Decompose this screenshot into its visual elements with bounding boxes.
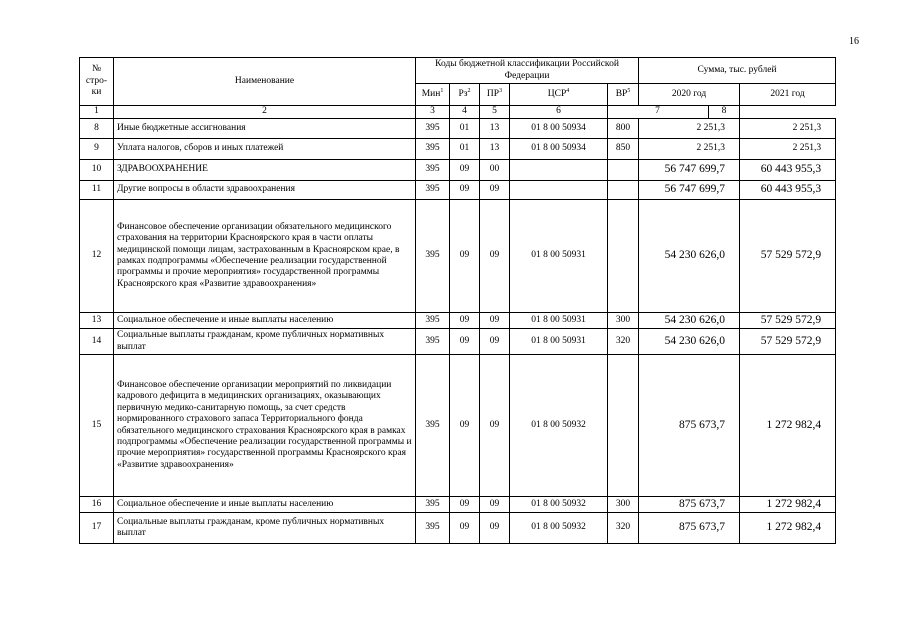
row-number-cell: 10 <box>80 160 114 181</box>
row-name-cell: Социальное обеспечение и иные выплаты населению <box>114 313 416 329</box>
sum-2020-cell: 2 251,3 <box>639 119 740 139</box>
row-number-cell: 9 <box>80 139 114 160</box>
rz-cell: 09 <box>450 181 480 200</box>
rz-cell: 09 <box>450 160 480 181</box>
csr-cell: 01 8 00 50934 <box>510 119 608 139</box>
rz-cell: 09 <box>450 313 480 329</box>
table-row <box>80 139 836 160</box>
min-cell: 395 <box>416 513 450 544</box>
table-row <box>80 313 836 329</box>
vr-cell: 300 <box>608 497 639 513</box>
pr-cell: 09 <box>480 355 510 497</box>
row-number-cell: 16 <box>80 497 114 513</box>
pr-cell: 13 <box>480 139 510 160</box>
min-cell: 395 <box>416 181 450 200</box>
sum-2021-cell: 1 272 982,4 <box>740 497 836 513</box>
csr-cell <box>510 160 608 181</box>
budget-table <box>79 57 836 544</box>
header-2020: 2020 год <box>639 84 740 106</box>
row-name-cell: Социальные выплаты гражданам, кроме публичных нормативных выплат <box>114 513 416 544</box>
rz-cell: 09 <box>450 513 480 544</box>
sum-2021-cell: 2 251,3 <box>740 139 836 160</box>
table-row <box>80 497 836 513</box>
sum-2021-cell: 2 251,3 <box>740 119 836 139</box>
column-number: 4 <box>450 106 480 119</box>
rz-cell: 01 <box>450 139 480 160</box>
column-number: 5 <box>480 106 510 119</box>
header-rz: $Рз^2$ <box>450 84 480 106</box>
sum-2021-cell: 57 529 572,9 <box>740 200 836 313</box>
row-name-cell: Социальные выплаты гражданам, кроме публичных нормативных выплат <box>114 329 416 355</box>
sum-2020-cell: 875 673,7 <box>639 513 740 544</box>
table-row <box>80 513 836 544</box>
column-number-group <box>608 106 740 119</box>
row-number-cell: 13 <box>80 313 114 329</box>
csr-cell <box>510 181 608 200</box>
csr-cell: 01 8 00 50931 <box>510 313 608 329</box>
csr-cell: 01 8 00 50931 <box>510 329 608 355</box>
pr-cell: 13 <box>480 119 510 139</box>
csr-cell: 01 8 00 50934 <box>510 139 608 160</box>
vr-cell <box>608 200 639 313</box>
header-pr: $ПР^3$ <box>480 84 510 106</box>
min-cell: 395 <box>416 497 450 513</box>
row-number-cell: 15 <box>80 355 114 497</box>
page-number: 16 <box>849 36 859 47</box>
sum-2021-cell: 1 272 982,4 <box>740 513 836 544</box>
sum-2020-cell: 54 230 626,0 <box>639 313 740 329</box>
sum-2020-cell: 2 251,3 <box>639 139 740 160</box>
row-number-cell: 12 <box>80 200 114 313</box>
pr-cell: 09 <box>480 181 510 200</box>
pr-cell: 09 <box>480 313 510 329</box>
column-number: 1 <box>80 106 114 119</box>
pr-cell: 00 <box>480 160 510 181</box>
row-name-cell: Уплата налогов, сборов и иных платежей <box>114 139 416 160</box>
column-number: 7 <box>608 106 710 117</box>
sum-2020-cell: 875 673,7 <box>639 355 740 497</box>
header-2021: 2021 год <box>740 84 836 106</box>
table-row <box>80 200 836 313</box>
min-cell: 395 <box>416 355 450 497</box>
column-number: 3 <box>416 106 450 119</box>
row-number-cell: 8 <box>80 119 114 139</box>
csr-cell: 01 8 00 50932 <box>510 497 608 513</box>
header-min: Мин$^1$ <box>416 84 450 106</box>
table-row <box>80 355 836 497</box>
column-number: 2 <box>114 106 416 119</box>
row-name-cell: Финансовое обеспечение организации мероприятий по ликвидации кадрового дефицита в медицинских организациях, оказывающих первичную медико-санитарную помощь, за счет средств нормированного страхового запаса Территориального фонда обязательного медицинского страхования Красноярского края в рамках подпрограммы «Обеспечение реализации государственной программы и прочие мероприятия» государственной программы Красноярского края «Развитие здравоохранения» <box>114 355 416 497</box>
pr-cell: 09 <box>480 200 510 313</box>
row-number-cell: 14 <box>80 329 114 355</box>
header-codes-group: Коды бюджетной классификации Российской Федерации <box>416 58 639 84</box>
row-name-cell: ЗДРАВООХРАНЕНИЕ <box>114 160 416 181</box>
vr-cell <box>608 181 639 200</box>
rz-cell: 09 <box>450 355 480 497</box>
sum-2021-cell: 1 272 982,4 <box>740 355 836 497</box>
row-number-cell: 17 <box>80 513 114 544</box>
header-sum-group: Сумма, тыс. рублей <box>639 58 836 84</box>
vr-cell <box>608 160 639 181</box>
min-cell: 395 <box>416 139 450 160</box>
min-cell: 395 <box>416 313 450 329</box>
sum-2020-cell: 54 230 626,0 <box>639 200 740 313</box>
sum-2020-cell: 56 747 699,7 <box>639 160 740 181</box>
row-number-cell: 11 <box>80 181 114 200</box>
vr-cell: 800 <box>608 119 639 139</box>
header-vr: $ВР^5$ <box>608 84 639 106</box>
sum-2021-cell: 60 443 955,3 <box>740 181 836 200</box>
sum-2020-cell: 54 230 626,0 <box>639 329 740 355</box>
rz-cell: 09 <box>450 497 480 513</box>
rz-cell: 01 <box>450 119 480 139</box>
csr-cell: 01 8 00 50932 <box>510 513 608 544</box>
vr-cell: 850 <box>608 139 639 160</box>
row-name-cell: Иные бюджетные ассигнования <box>114 119 416 139</box>
vr-cell: 320 <box>608 513 639 544</box>
min-cell: 395 <box>416 329 450 355</box>
min-cell: 395 <box>416 200 450 313</box>
csr-cell: 01 8 00 50932 <box>510 355 608 497</box>
pr-cell: 09 <box>480 497 510 513</box>
vr-cell: 300 <box>608 313 639 329</box>
min-cell: 395 <box>416 119 450 139</box>
pr-cell: 09 <box>480 513 510 544</box>
min-cell: 395 <box>416 160 450 181</box>
header-csr: ЦСР$^4$ <box>510 84 608 106</box>
row-name-cell: Финансовое обеспечение организации обязательного медицинского страхования на территории Красноярского края в части оплаты медицинской помощи лицам, застрахованным в Красноярском крае, в рамках подпрограммы «Обеспечение реализации государственной программы и прочие мероприятия» государственной программы Красноярского края «Развитие здравоохранения» <box>114 200 416 313</box>
column-number: 6 <box>510 106 608 119</box>
header-row-number: № стро-ки <box>80 58 114 106</box>
csr-cell: 01 8 00 50931 <box>510 200 608 313</box>
table-row <box>80 329 836 355</box>
table-row <box>80 160 836 181</box>
sum-2021-cell: 57 529 572,9 <box>740 329 836 355</box>
sum-2021-cell: 57 529 572,9 <box>740 313 836 329</box>
sum-2020-cell: 56 747 699,7 <box>639 181 740 200</box>
vr-cell: 320 <box>608 329 639 355</box>
vr-cell <box>608 355 639 497</box>
sum-2020-cell: 875 673,7 <box>639 497 740 513</box>
pr-cell: 09 <box>480 329 510 355</box>
header-name: Наименование <box>114 58 416 106</box>
table-row <box>80 119 836 139</box>
sum-2021-cell: 60 443 955,3 <box>740 160 836 181</box>
rz-cell: 09 <box>450 329 480 355</box>
row-name-cell: Другие вопросы в области здравоохранения <box>114 181 416 200</box>
row-name-cell: Социальное обеспечение и иные выплаты населению <box>114 497 416 513</box>
column-number: 8 <box>721 106 727 117</box>
table-row <box>80 181 836 200</box>
rz-cell: 09 <box>450 200 480 313</box>
